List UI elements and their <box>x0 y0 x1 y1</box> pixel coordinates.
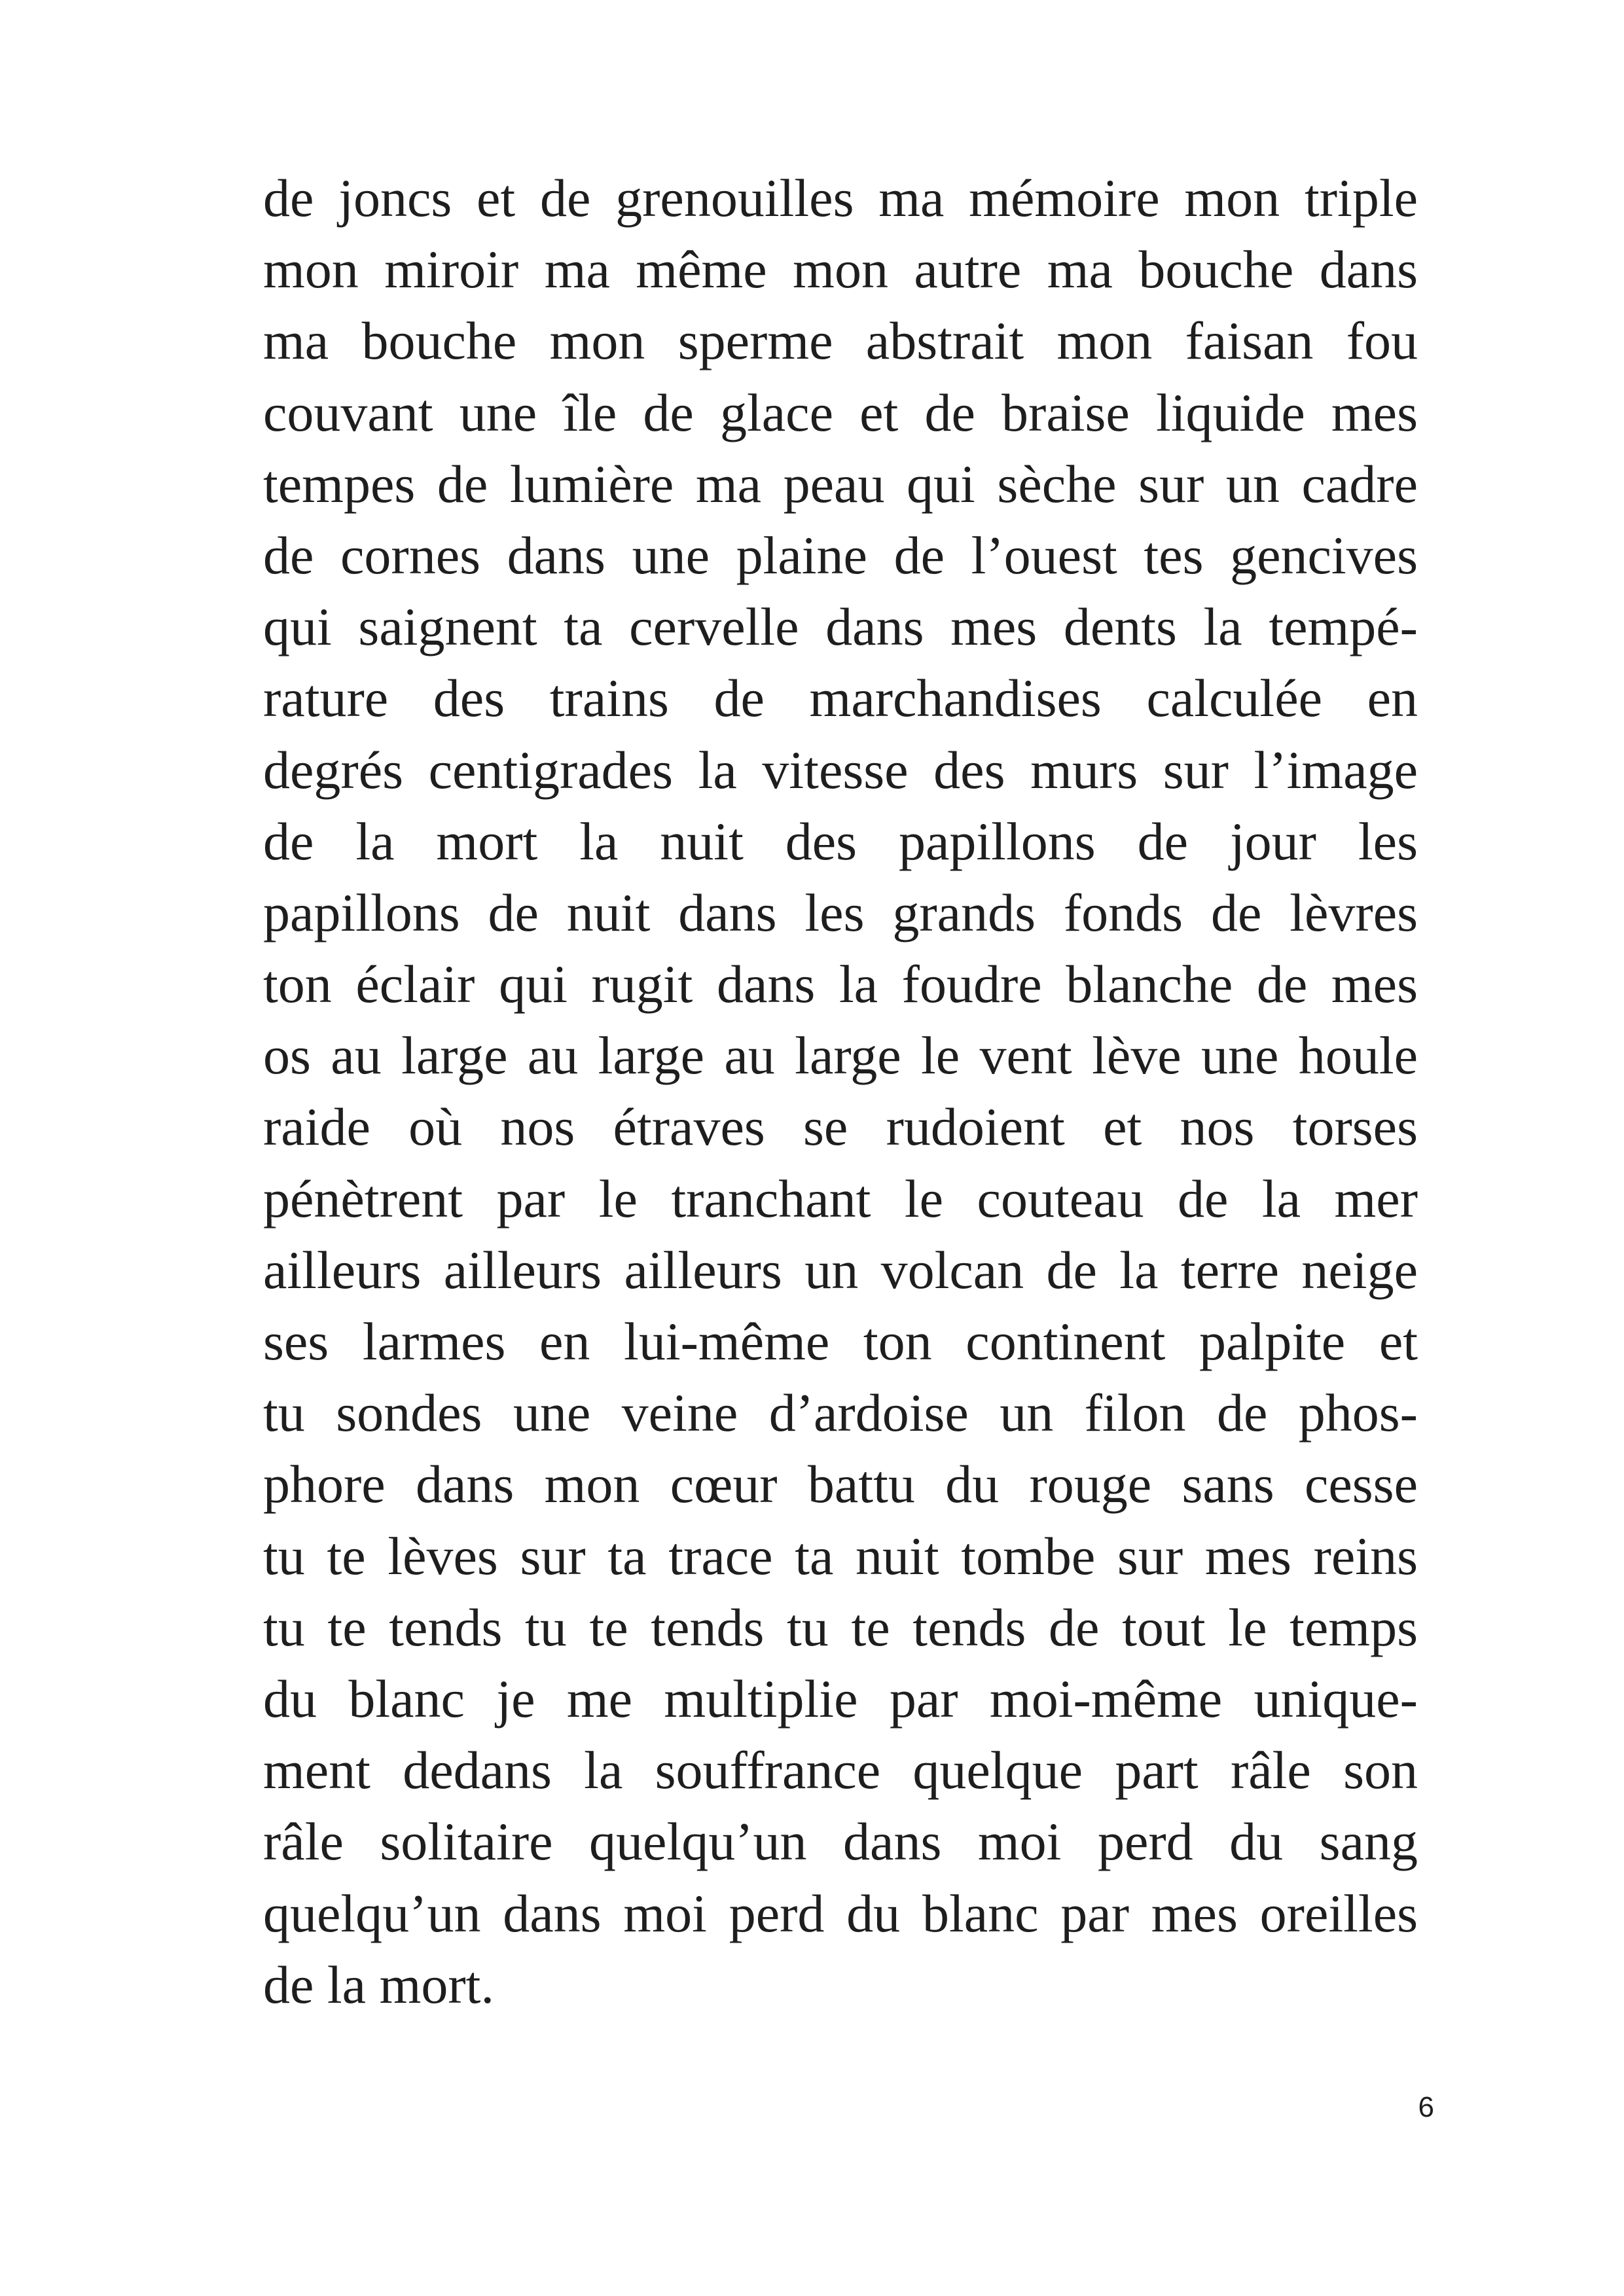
text-line: degrés centigrades la vitesse des murs sur l’image <box>263 740 1418 800</box>
text-line: couvant une île de glace et de braise liquide mes <box>263 382 1418 442</box>
text-line: papillons de nuit dans les grands fonds de lèvres <box>263 882 1418 942</box>
text-line: de la mort la nuit des papillons de jour les <box>263 811 1418 871</box>
text-line: tu te tends tu te tends tu te tends de tout le temps <box>263 1597 1418 1657</box>
text-line: tu sondes une veine d’ardoise un filon de phos- <box>263 1383 1418 1443</box>
text-line: ma bouche mon sperme abstrait mon faisan fou <box>263 311 1418 371</box>
page-number: 6 <box>1418 2091 1434 2123</box>
text-line: ton éclair qui rugit dans la foudre blanche de mes <box>263 954 1418 1014</box>
text-line: pénètrent par le tranchant le couteau de la mer <box>263 1168 1418 1229</box>
text-line: os au large au large au large le vent lève une houle <box>263 1026 1418 1086</box>
text-line: de joncs et de grenouilles ma mémoire mon triple <box>263 168 1418 228</box>
body-text <box>263 162 1418 2020</box>
text-line: quelqu’un dans moi perd du blanc par mes oreilles <box>263 1883 1418 1943</box>
text-line: tempes de lumière ma peau qui sèche sur un cadre <box>263 454 1418 514</box>
text-line-final: de la mort. <box>263 1954 494 2015</box>
text-line: ment dedans la souffrance quelque part râle son <box>263 1740 1418 1801</box>
text-line: qui saignent ta cervelle dans mes dents la tempé- <box>263 597 1418 657</box>
text-line: râle solitaire quelqu’un dans moi perd du sang <box>263 1812 1418 1872</box>
text-line: raide où nos étraves se rudoient et nos torses <box>263 1097 1418 1157</box>
text-line: ailleurs ailleurs ailleurs un volcan de la terre neige <box>263 1240 1418 1300</box>
text-line: rature des trains de marchandises calculée en <box>263 668 1418 728</box>
text-line: mon miroir ma même mon autre ma bouche dans <box>263 240 1418 300</box>
text-line: de cornes dans une plaine de l’ouest tes gencives <box>263 525 1418 585</box>
text-line: ses larmes en lui-même ton continent palpite et <box>263 1312 1418 1371</box>
text-line: tu te lèves sur ta trace ta nuit tombe sur mes reins <box>263 1526 1418 1586</box>
text-line: du blanc je me multiplie par moi-même unique- <box>263 1668 1418 1729</box>
text-line: phore dans mon cœur battu du rouge sans cesse <box>263 1454 1418 1515</box>
